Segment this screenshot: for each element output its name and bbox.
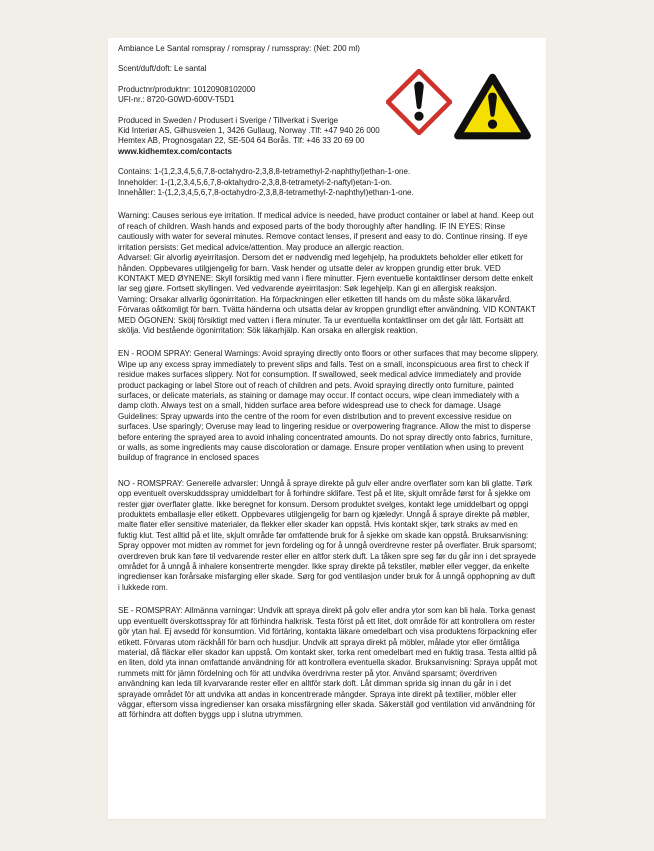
label-text-column bbox=[118, 44, 539, 731]
hazard-warning-en: Warning: Causes serious eye irritation. If medical advice is needed, have product container or label at hand. Keep out of reach of children. Wash hands and exposed parts of the body thoroughly after handling. IF IN EYES: Rinse cautiously with water for several minutes. Remove contact lenses, if present and easy to do. Continue rinsing. If eye irritation persists: Get medical advice/attention. May produce an allergic reaction. bbox=[118, 211, 534, 252]
room-spray-section-se: SE - ROMSPRAY: Allmänna varningar: Undvik att spraya direkt på golv eller andra ytor som kan bli hala. Torka genast upp eventuellt överskottsspray för att förhindra halkrisk. Testa först på ett litet, dolt område för att kontrollera om rester gör ytan hal. Ej avsedd för konsumtion. Vid förtäring, kontakta läkare omedelbart och visa produktens förpackning eller etikett. Förvaras utom räckhåll för barn och husdjur. Undvik att spraya direkt på möbler, målade ytor eller ömtåliga material, då fläckar eller skador kan uppstå. Om kontakt sker, torka rent omedelbart med en fuktig trasa. Testa alltid på en liten, dold yta innan omfattande användning för att kontrollera eventuella skador. Bruksanvisning: Spraya uppåt mot rummets mitt för jämn fördelning och för att undvika överdrivna rester på ytor. Använd sparsamt; överdriven användning kan leda till kvarvarande rester eller en alltför stark doft. Låt dimman sprida sig innan du går in i det sprayade området för att undvika att andas in koncentrerade mängder. Spraya inte direkt på textilier, möbler eller väggar, eftersom vissa ingredienser kan orsaka missfärgning eller skada. Säkerställ god ventilation vid användning för att förhindra att doften byggs upp i slutna utrymmen. bbox=[118, 606, 537, 720]
ingredients-list bbox=[118, 167, 539, 198]
ufi-number-line: UFI-nr.: 8720-G0WD-600V-T5D1 bbox=[118, 95, 235, 105]
website-line: www.kidhemtex.com/contacts bbox=[118, 146, 232, 156]
hazard-warning-no: Advarsel: Gir alvorlig øyeirritasjon. Dersom det er nødvendig med legehjelp, ha produktets beholder eller etikett for hånden. Oppbevares utilgjengelig for barn. Vask hender og utsatte deler av kroppen grundig etter bruk. VED KONTAKT MED ØYNENE: Skyll forsiktig med vann i flere minutter. Fjern eventuelle kontaktlinser dersom dette enkelt lar seg gjøre. Fortsett skyllingen. Ved vedvarende øyeirritasjon: Søk legehjelp. Kan gi en allergisk reaksjon. bbox=[118, 253, 533, 294]
product-number-line: Productnr/produktnr: 10120908102000 bbox=[118, 84, 256, 94]
room-spray-section-en: EN - ROOM SPRAY: General Warnings: Avoid spraying directly onto floors or other surfaces that may become slippery. Wipe up any excess spray immediately to prevent slips and falls. Test on a small, inconspicuous area first to check if residue makes surfaces slippery. Not for consumption. If swallowed, seek medical advice immediately and provide product packaging or label Store out of reach of children and pets. Avoid spraying directly onto furniture, painted surfaces, or delicate materials, as staining or damage may occur. If contact occurs, wipe clean immediately with a damp cloth. Always test on a small, hidden surface area before widespread use to check for damage. Usage Guidelines: Spray upwards into the centre of the room for even distribution and to prevent excessive residue on surfaces. Use sparingly; Overuse may lead to lingering residue or overpowering fragrance. Allow the mist to disperse before entering the sprayed area to avoid inhaling concentrated amounts. Do not spray directly onto fabrics, furniture, or walls, as some ingredients may cause discoloration or damage. Ensure proper ventilation when using to prevent buildup of fragrance in enclosed spaces bbox=[118, 349, 539, 463]
room-spray-section-no: NO - ROMSPRAY: Generelle advarsler: Unngå å spraye direkte på gulv eller andre overflater som kan bli glatte. Tørk opp eventuelt overskuddsspray umiddelbart for å forhindre sklifare. Test på et lite, skjult område først for å sjekke om rester gjør overflater glatte. Ikke beregnet for konsum. Dersom produktet svelges, kontakt lege umiddelbart og oppgi produktets emballasje eller etikett. Oppbevares utilgjengelig for barn og kjæledyr. Unngå å spraye direkte på møbler, malte flater eller sensitive materialer, da flekker eller skader kan oppstå. Hvis kontakt skjer, tørk straks av med en fuktig klut. Test alltid på et lite, skjult område før omfattende bruk for å sjekke om skade kan oppstå. Bruksanvisning: Spray oppover mot midten av rommet for jevn fordeling og for å unngå overdrevne rester på overflater. Bruk sparsomt; overdreven bruk kan føre til vedvarende rester eller en altfor sterk duft. La tåken spre seg før du går inn i det sprayede området for å unngå å inhalere konsentrerte mengder. Ikke spray direkte på tekstiler, møbler eller vegger, da enkelte ingredienser kan forårsake misfarging eller skade. Sørg for god ventilasjon under bruk for å unngå opphopning av duft i lukkede rom. bbox=[118, 478, 537, 592]
contains-line-no: Inneholder: 1-(1,2,3,4,5,6,7,8-oktahydro-2,3,8,8-tetrametyl-2-naftyl)etan-1-on. bbox=[118, 177, 392, 187]
contains-line-en: Contains: 1-(1,2,3,4,5,6,7,8-octahydro-2,3,8,8-tetramethyl-2-naphthyl)ethan-1-one. bbox=[118, 167, 411, 177]
contains-line-se: Innehåller: 1-(1,2,3,4,5,6,7,8-octahydro-2,3,8,8-tetramethyl-2-naphthyl)ethan-1-one. bbox=[118, 188, 414, 198]
hazard-pictograms bbox=[386, 67, 534, 145]
warning-triangle-icon bbox=[452, 71, 533, 143]
hazard-warning-block bbox=[118, 211, 539, 336]
hazard-warning-se: Varning: Orsakar allvarlig ögonirritation. Ha förpackningen eller etiketten till hands om du måste söka läkarvård. Förvaras oåtkomligt för barn. Tvätta händerna och utsatta delar av kroppen grundligt efter användning. VID KONTAKT MED ÖGONEN: Skölj försiktigt med vatten i flera minuter. Ta ur eventuella kontaktlinser om det går lätt. Fortsätt att skölja. Vid bestående ögonirritation: Sök läkarhjälp. Kan orsaka en allergisk reaktion. bbox=[118, 294, 536, 335]
ghs07-exclamation-diamond-icon bbox=[386, 69, 452, 135]
address-sweden-line: Hemtex AB, Prognosgatan 22, SE-504 64 Borås. Tlf: +46 33 20 69 00 bbox=[118, 136, 365, 146]
address-norway-line: Kid Interiør AS, Gilhusveien 1, 3426 Gullaug, Norway .Tlf: +47 940 26 000 bbox=[118, 126, 380, 136]
product-label-document bbox=[108, 38, 546, 819]
scent-line: Scent/duft/doft: Le santal bbox=[118, 64, 207, 74]
produced-in-line: Produced in Sweden / Produsert i Sverige / Tillverkat i Sverige bbox=[118, 115, 339, 125]
product-title: Ambiance Le Santal romspray / romspray / rumsspray: (Net: 200 ml) bbox=[118, 44, 360, 53]
